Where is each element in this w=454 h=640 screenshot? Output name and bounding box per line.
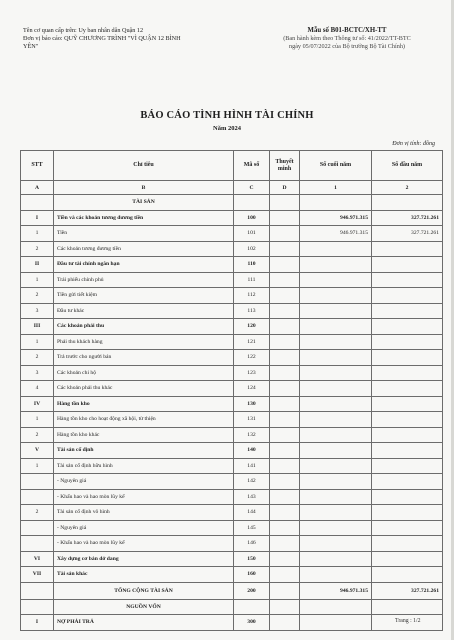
row-indicator: Tiền gửi tiết kiệm: [54, 288, 234, 304]
col-header-begin: Số đầu năm: [372, 151, 443, 181]
row-end-value: [300, 241, 372, 257]
row-stt: VI: [21, 551, 54, 567]
row-indicator: Phải thu khách hàng: [54, 334, 234, 350]
letter-cell: 2: [372, 181, 443, 195]
row-note: [270, 396, 300, 412]
row-note: [270, 489, 300, 505]
row-note: [270, 334, 300, 350]
form-code: Mẫu số B01-BCTC/XH-TT: [307, 27, 387, 34]
row-indicator: - Nguyên giá: [54, 474, 234, 490]
row-end-value: [300, 567, 372, 583]
row-note: [270, 365, 300, 381]
row-indicator: Các khoản phải thu: [54, 319, 234, 335]
row-end-value: [300, 396, 372, 412]
row-code: 150: [234, 551, 270, 567]
row-begin-value: [372, 381, 443, 397]
table-row: [21, 520, 443, 536]
row-stt: [21, 489, 54, 505]
row-note: [270, 350, 300, 366]
report-year: Năm 2024: [213, 125, 241, 132]
row-note: [270, 210, 300, 226]
table-body: [21, 181, 443, 631]
col-header-indicator: Chỉ tiêu: [54, 151, 234, 181]
row-code: 112: [234, 288, 270, 304]
row-end-value: [300, 365, 372, 381]
liabilities-row: [21, 615, 443, 631]
row-begin-value: [372, 257, 443, 273]
row-begin-value: [372, 489, 443, 505]
row-begin-value: 327.721.261: [372, 226, 443, 242]
row-note: [270, 474, 300, 490]
row-begin-value: 327.721.261: [372, 210, 443, 226]
row-begin-value: [372, 458, 443, 474]
total-begin-value: 327.721.261: [372, 582, 443, 599]
row-code: 120: [234, 319, 270, 335]
section-heading-assets: [21, 195, 443, 211]
row-stt: I: [21, 615, 54, 631]
row-stt: 4: [21, 381, 54, 397]
row-stt: 2: [21, 350, 54, 366]
row-indicator: Các khoản tương đương tiền: [54, 241, 234, 257]
row-note: [270, 520, 300, 536]
row-begin-value: [372, 350, 443, 366]
row-end-value: [300, 381, 372, 397]
row-end-value: [300, 303, 372, 319]
row-note: [270, 272, 300, 288]
row-code: 102: [234, 241, 270, 257]
row-begin-value: [372, 319, 443, 335]
row-indicator: - Khấu hao và hao mòn lũy kế: [54, 489, 234, 505]
row-code: 300: [234, 615, 270, 631]
circular-date: ngày 05/07/2022 của Bộ trưởng Bộ Tài Chính): [289, 43, 405, 51]
financial-report-table: [20, 150, 443, 631]
row-end-value: [300, 551, 372, 567]
table-row: [21, 226, 443, 242]
row-stt: VII: [21, 567, 54, 583]
row-note: [270, 458, 300, 474]
row-indicator: Trả trước cho người bán: [54, 350, 234, 366]
row-stt: 3: [21, 365, 54, 381]
report-title: BÁO CÁO TÌNH HÌNH TÀI CHÍNH: [140, 110, 314, 121]
table-row: [21, 272, 443, 288]
col-header-note: Thuyết minh: [270, 151, 300, 181]
row-end-value: [300, 350, 372, 366]
row-code: 146: [234, 536, 270, 552]
table-row: [21, 505, 443, 521]
row-code: 121: [234, 334, 270, 350]
row-code: 100: [234, 210, 270, 226]
row-begin-value: [372, 551, 443, 567]
row-begin-value: [372, 396, 443, 412]
row-code: 160: [234, 567, 270, 583]
row-indicator: Tài sản khác: [54, 567, 234, 583]
row-note: [270, 257, 300, 273]
row-stt: 3: [21, 303, 54, 319]
row-note: [270, 319, 300, 335]
row-stt: 1: [21, 334, 54, 350]
row-code: 101: [234, 226, 270, 242]
row-begin-value: [372, 288, 443, 304]
row-begin-value: [372, 272, 443, 288]
row-code: 131: [234, 412, 270, 428]
row-indicator: Xây dựng cơ bản dở dang: [54, 551, 234, 567]
row-note: [270, 303, 300, 319]
row-stt: 2: [21, 427, 54, 443]
row-code: 124: [234, 381, 270, 397]
row-indicator: - Nguyên giá: [54, 520, 234, 536]
table-row: [21, 474, 443, 490]
row-note: [270, 381, 300, 397]
row-end-value: [300, 489, 372, 505]
row-begin-value: [372, 520, 443, 536]
table-row: [21, 257, 443, 273]
row-indicator: Tài sản cố định: [54, 443, 234, 459]
row-indicator: Tiền: [54, 226, 234, 242]
row-begin-value: [372, 303, 443, 319]
row-note: [270, 288, 300, 304]
table-row: [21, 350, 443, 366]
row-begin-value: [372, 536, 443, 552]
row-end-value: [300, 257, 372, 273]
row-begin-value: [372, 241, 443, 257]
row-stt: 2: [21, 505, 54, 521]
row-indicator: Đầu tư khác: [54, 303, 234, 319]
row-stt: 2: [21, 288, 54, 304]
table-row: [21, 365, 443, 381]
row-stt: IV: [21, 396, 54, 412]
row-code: 111: [234, 272, 270, 288]
section-heading-capital: [21, 599, 443, 615]
table-row: [21, 458, 443, 474]
table-row: [21, 241, 443, 257]
parent-agency-line: Tên cơ quan cấp trên: Uy ban nhân dân Quận 12: [23, 27, 144, 34]
letter-cell: C: [234, 181, 270, 195]
table-row: [21, 551, 443, 567]
row-indicator: Các khoản chi hộ: [54, 365, 234, 381]
row-end-value: 946.971.315: [300, 226, 372, 242]
table-row: [21, 303, 443, 319]
reporting-unit-line-cont: YÊN": [23, 43, 39, 51]
row-indicator: NỢ PHẢI TRẢ: [54, 615, 234, 631]
row-note: [270, 241, 300, 257]
table-row: [21, 567, 443, 583]
row-end-value: [300, 474, 372, 490]
table-header-row: [21, 151, 443, 181]
circular-reference: (Ban hành kèm theo Thông tư số: 41/2022/TT-BTC: [283, 35, 411, 43]
letter-cell: D: [270, 181, 300, 195]
row-code: 143: [234, 489, 270, 505]
row-stt: [21, 520, 54, 536]
table-row: [21, 288, 443, 304]
table-row: [21, 427, 443, 443]
row-stt: 1: [21, 412, 54, 428]
row-end-value: [300, 319, 372, 335]
row-code: 141: [234, 458, 270, 474]
row-stt: [21, 536, 54, 552]
reporting-unit-line: Đơn vị báo cáo: QUỸ CHƯƠNG TRÌNH "VÌ QUẬN 12 BÌNH: [23, 35, 181, 43]
row-note: [270, 551, 300, 567]
row-indicator: Trái phiếu chính phủ: [54, 272, 234, 288]
row-end-value: 946.971.315: [300, 210, 372, 226]
column-letter-row: [21, 181, 443, 195]
row-end-value: [300, 520, 372, 536]
row-code: 123: [234, 365, 270, 381]
table-row: [21, 536, 443, 552]
row-note: [270, 412, 300, 428]
row-note: [270, 427, 300, 443]
row-note: [270, 443, 300, 459]
col-header-end: Số cuối năm: [300, 151, 372, 181]
row-begin-value: [372, 505, 443, 521]
row-begin-value: [372, 365, 443, 381]
row-indicator: - Khấu hao và hao mòn lũy kế: [54, 536, 234, 552]
table-row: [21, 210, 443, 226]
row-end-value: [300, 334, 372, 350]
row-end-value: [300, 412, 372, 428]
row-note: [270, 536, 300, 552]
total-end-value: 946.971.315: [300, 582, 372, 599]
row-begin-value: [372, 567, 443, 583]
row-begin-value: [372, 412, 443, 428]
row-code: 113: [234, 303, 270, 319]
table-row: [21, 334, 443, 350]
document-header-right: [252, 27, 442, 52]
row-code: 144: [234, 505, 270, 521]
row-stt: [21, 474, 54, 490]
row-code: 130: [234, 396, 270, 412]
row-end-value: [300, 458, 372, 474]
row-stt: I: [21, 210, 54, 226]
row-stt: 1: [21, 226, 54, 242]
section-title: TÀI SẢN: [54, 195, 234, 211]
row-indicator: Các khoản phải thu khác: [54, 381, 234, 397]
letter-cell: A: [21, 181, 54, 195]
table-row: [21, 319, 443, 335]
row-note: [270, 226, 300, 242]
row-stt: 2: [21, 241, 54, 257]
row-stt: V: [21, 443, 54, 459]
row-note: [270, 567, 300, 583]
letter-cell: 1: [300, 181, 372, 195]
total-label: TỔNG CỘNG TÀI SẢN: [54, 582, 234, 599]
row-end-value: [300, 272, 372, 288]
row-indicator: Hàng tồn kho: [54, 396, 234, 412]
row-begin-value: [372, 474, 443, 490]
col-header-stt: STT: [21, 151, 54, 181]
row-indicator: Đầu tư tài chính ngắn hạn: [54, 257, 234, 273]
row-indicator: Hàng tồn kho cho hoạt động xã hội, từ thiện: [54, 412, 234, 428]
row-note: [270, 505, 300, 521]
row-code: 122: [234, 350, 270, 366]
row-end-value: [300, 536, 372, 552]
page-number: Trang : 1/2: [395, 618, 421, 624]
row-indicator: Tài sản cố định vô hình: [54, 505, 234, 521]
currency-unit: Đơn vị tính: đồng: [392, 141, 435, 147]
table-row: [21, 396, 443, 412]
row-end-value: [300, 288, 372, 304]
row-indicator: Hàng tồn kho khác: [54, 427, 234, 443]
row-end-value: [300, 443, 372, 459]
table-row: [21, 412, 443, 428]
letter-cell: B: [54, 181, 234, 195]
row-end-value: [300, 427, 372, 443]
row-code: 145: [234, 520, 270, 536]
row-begin-value: [372, 443, 443, 459]
row-code: 142: [234, 474, 270, 490]
row-indicator: Tài sản cố định hữu hình: [54, 458, 234, 474]
row-code: 140: [234, 443, 270, 459]
row-stt: II: [21, 257, 54, 273]
document-header-left: [23, 27, 263, 52]
section-title: NGUỒN VỐN: [54, 599, 234, 615]
row-code: 132: [234, 427, 270, 443]
row-begin-value: [372, 334, 443, 350]
row-stt: III: [21, 319, 54, 335]
col-header-code: Mã số: [234, 151, 270, 181]
table-row: [21, 489, 443, 505]
row-indicator: Tiền và các khoản tương đương tiền: [54, 210, 234, 226]
row-begin-value: [372, 427, 443, 443]
row-stt: 1: [21, 458, 54, 474]
table-row: [21, 381, 443, 397]
row-code: 110: [234, 257, 270, 273]
row-stt: 1: [21, 272, 54, 288]
total-code: 200: [234, 582, 270, 599]
row-end-value: [300, 505, 372, 521]
total-assets-row: [21, 582, 443, 599]
table-row: [21, 443, 443, 459]
